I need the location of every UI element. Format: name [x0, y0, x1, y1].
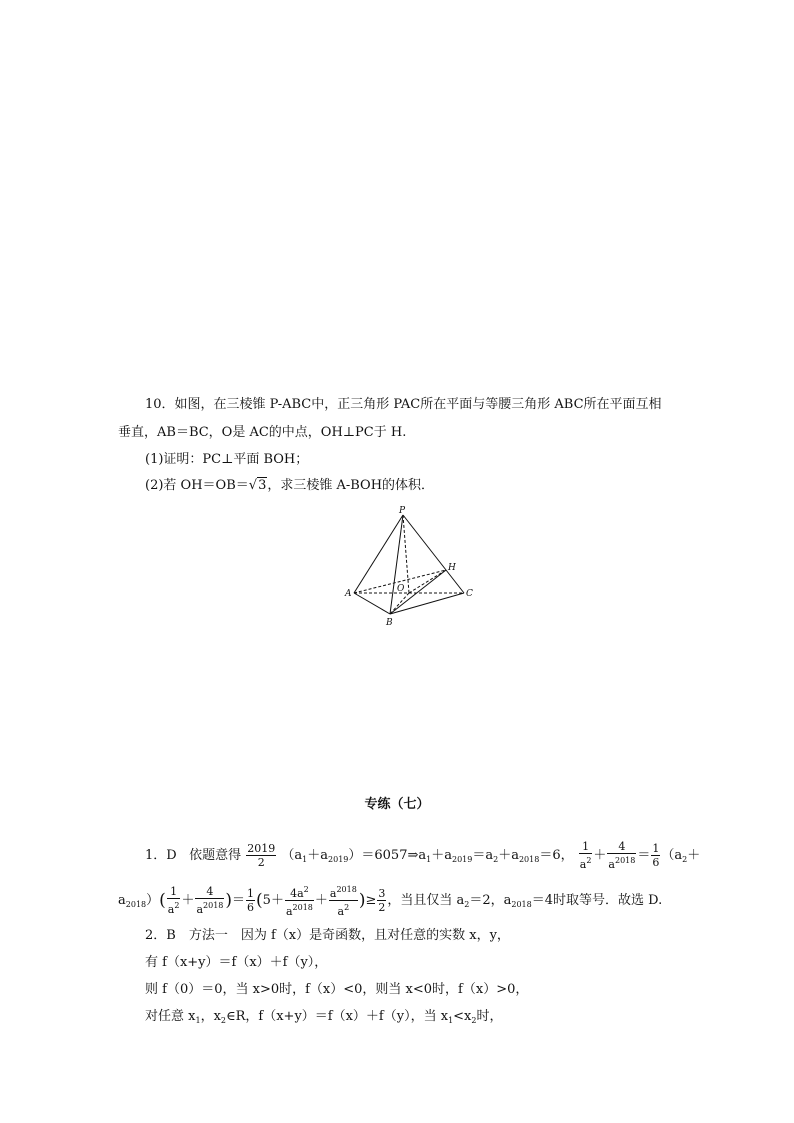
superscript: 2018	[203, 901, 224, 910]
label-A: A	[345, 589, 352, 599]
frac-den: 6	[652, 856, 660, 869]
frac-num: 1	[167, 885, 181, 899]
subscript: 2019	[328, 855, 349, 864]
edge-PC	[403, 515, 464, 593]
subscript: 2	[493, 855, 499, 864]
subscript: 2	[471, 1016, 477, 1025]
problem-text-line1: 如图，在三棱锥 P-ABC中，正三角形 PAC所在平面与等腰三角形 ABC所在平面互相	[174, 397, 662, 412]
plus: ＋	[314, 893, 328, 908]
frac-den: 6	[247, 901, 255, 914]
equals: ＝	[637, 848, 651, 863]
fraction-4a2-over-a2018	[285, 883, 314, 918]
edge-PB	[390, 515, 403, 614]
answer1-line2	[118, 883, 662, 920]
part2-prefix: (2)若 OH＝OB＝	[145, 478, 249, 493]
fraction-1-over-a2	[167, 885, 181, 916]
subscript: 2018	[125, 900, 147, 909]
subscript: 1	[426, 855, 432, 864]
den-base: a	[608, 858, 615, 871]
answer2-line4	[145, 1008, 503, 1030]
text: ＝a	[472, 848, 494, 863]
subscript: 2	[682, 855, 688, 864]
fraction-1-over-6	[651, 842, 660, 869]
fraction-1-over-6	[246, 887, 255, 914]
text: ＝6，	[539, 848, 574, 863]
problem10-part1	[145, 451, 308, 469]
superscript: 2018	[336, 885, 357, 894]
edge-PA	[354, 515, 403, 593]
frac-den	[329, 901, 358, 918]
part2-suffix: ，求三棱锥 A-BOH的体积．	[267, 478, 435, 493]
num-base: 4a	[290, 887, 304, 900]
geq: ≥	[365, 893, 377, 908]
text: ，当且仅当 a	[387, 893, 465, 908]
label-O: O	[397, 584, 405, 594]
sqrt-symbol: √3	[248, 478, 267, 493]
superscript: 2	[174, 901, 180, 910]
fraction-2019-over-2	[246, 842, 276, 869]
den-base: a	[196, 903, 204, 916]
paren-close: )	[225, 890, 233, 911]
frac-den	[579, 854, 593, 871]
problem-number: 10．	[145, 397, 175, 412]
problem10-part2	[145, 477, 434, 495]
fraction-a2018-over-a2	[329, 883, 358, 918]
text: ＋a	[307, 848, 329, 863]
edge-PO	[403, 515, 409, 593]
den-base: a	[285, 905, 293, 918]
frac-num: 1	[579, 840, 593, 854]
answer2-line3: 则 f（0）＝0，当 x>0时，f（x）<0，则当 x<0时，f（x）>0，	[145, 982, 529, 997]
answer1-line1	[145, 840, 700, 875]
frac-num: 1	[652, 842, 660, 855]
frac-num: 4	[607, 840, 636, 854]
superscript: 2	[586, 856, 592, 865]
den-base: a	[579, 858, 587, 871]
subscript: 2018	[511, 900, 532, 909]
frac-den: 2	[378, 901, 386, 914]
fraction-3-over-2	[377, 887, 386, 914]
edge-OH	[409, 570, 446, 593]
frac-den	[167, 899, 181, 916]
paren-close: )	[358, 890, 366, 911]
sqrt-radicand: 3	[258, 478, 267, 493]
frac-num: 4	[195, 885, 224, 899]
text: 对任意 x	[145, 1009, 196, 1024]
fraction-1-over-a2	[579, 840, 593, 871]
superscript: 2	[303, 885, 309, 894]
label-C: C	[466, 589, 473, 599]
fraction-4-over-a2018	[195, 885, 224, 916]
text: ＋	[687, 848, 701, 863]
edge-AB	[354, 593, 390, 614]
frac-den: 2	[257, 856, 265, 869]
frac-num: 2019	[247, 842, 276, 855]
equals: ＝	[232, 893, 246, 908]
superscript: 2018	[292, 903, 313, 912]
frac-den	[195, 899, 224, 916]
frac-den	[285, 901, 314, 918]
plus: ＋	[593, 848, 607, 863]
frac-num	[329, 883, 358, 901]
text: 时，	[476, 1009, 503, 1024]
subscript: 1	[302, 855, 308, 864]
problem-text-line2: 垂直，AB＝BC，O是 AC的中点，OH⊥PC于 H.	[118, 425, 407, 440]
label-H: H	[448, 563, 456, 573]
paren-open: (	[159, 890, 166, 911]
superscript: 2	[344, 903, 350, 912]
subscript: 2018	[518, 855, 540, 864]
subscript: 2	[220, 1016, 226, 1025]
subscript: 1	[195, 1016, 201, 1025]
text: ）＝6057⇒a	[348, 848, 427, 863]
plus: ＋	[181, 893, 195, 908]
text: （a	[661, 848, 683, 863]
answer2-line1: 2．B 方法一 因为 f（x）是奇函数，且对任意的实数 x，y，	[145, 928, 510, 943]
part1-text: (1)证明：PC⊥平面 BOH；	[145, 452, 309, 467]
text: ＝2，a	[469, 893, 512, 908]
den-base: a	[167, 903, 175, 916]
frac-den	[607, 854, 636, 871]
frac-num: 1	[247, 887, 255, 900]
superscript: 2018	[614, 856, 636, 865]
text: ＋a	[431, 848, 452, 863]
subscript: 1	[448, 1016, 454, 1025]
text: ，x	[200, 1009, 221, 1024]
text: ＋a	[498, 848, 519, 863]
text: 5＋	[262, 893, 284, 908]
pyramid-figure	[340, 505, 480, 630]
text: a	[118, 893, 126, 908]
frac-num	[285, 883, 314, 901]
label-P: P	[399, 506, 406, 516]
frac-num: 3	[378, 887, 386, 900]
text: <x	[453, 1009, 472, 1024]
section-title: 专练（七）	[364, 797, 430, 812]
problem10-line1	[145, 396, 662, 414]
problem10-line2	[118, 424, 406, 442]
den-base: a	[337, 905, 345, 918]
num-base: a	[329, 887, 337, 900]
subscript: 2019	[451, 855, 473, 864]
fraction-4-over-a2018	[607, 840, 636, 871]
text: （a	[281, 848, 303, 863]
subscript: 2	[464, 900, 470, 909]
edge-BC	[390, 593, 464, 614]
text: ＝4时取等号．故选 D.	[531, 893, 663, 908]
answer1-text: 依题意得	[189, 848, 242, 863]
answer2-line2: 有 f（x+y）＝f（x）＋f（y），	[145, 955, 328, 970]
text: ∈R，f（x+y）＝f（x）＋f（y），当 x	[226, 1009, 449, 1024]
text: ）	[146, 893, 160, 908]
answer1-label: 1．D	[145, 848, 177, 863]
label-B: B	[386, 618, 393, 628]
paren-open: (	[256, 890, 263, 911]
